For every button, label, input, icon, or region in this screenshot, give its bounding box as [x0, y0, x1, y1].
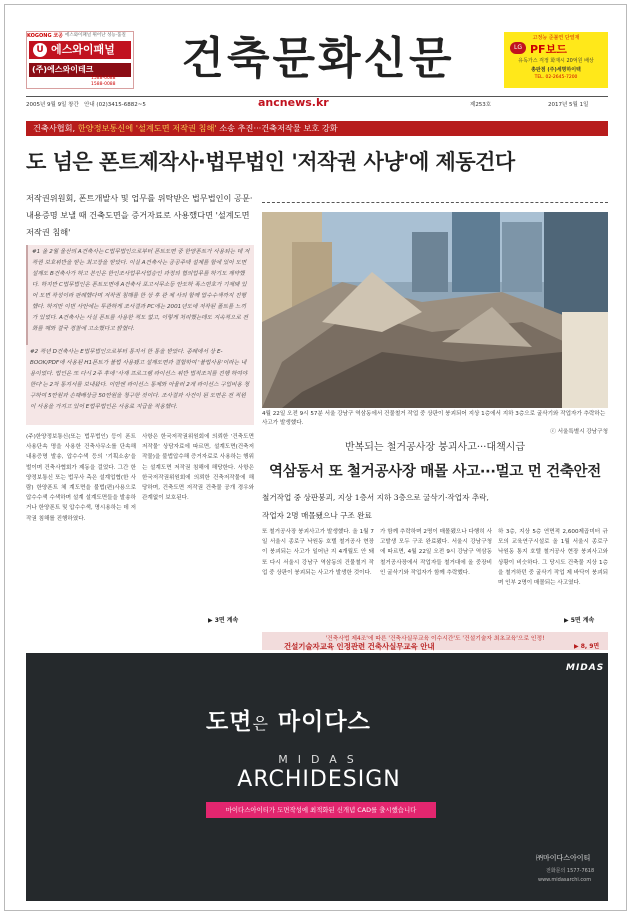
dashed-divider	[262, 202, 608, 203]
product-name: ARCHIDESIGN	[237, 767, 401, 792]
banner-prefix: 건축사협회,	[33, 123, 78, 133]
ad-sy-panel[interactable]	[26, 31, 134, 89]
ad-line: 총판점 (주)세명하이텍	[531, 67, 581, 73]
ad-logo-mark-icon: U	[33, 43, 47, 57]
banner-suffix: 소송 추진···건축저작물 보호 강화	[216, 123, 338, 133]
deck-summary: 저작권위원회, 폰트개발사 및 업무를 위탁받은 법무법인이 공문·내용증명 보낼 때 건축도면을 증거자료로 사용했다면 '설계도면 저작권 침해'	[26, 193, 253, 237]
ad-headline-particle: 은	[252, 714, 269, 733]
ad-phone: 1588-0088	[91, 82, 116, 87]
site-url[interactable]: ancnews.kr	[258, 96, 329, 109]
ad-website[interactable]: www.midasarchi.com	[538, 877, 592, 883]
ad-tagline: 에스와이패널 뛰어난 성능·품질	[65, 33, 126, 38]
continue-link[interactable]: ▶ 5면 계속	[564, 617, 595, 624]
continue-link[interactable]: ▶ 3면 계속	[208, 617, 239, 624]
ad-top-text: 고정능 준불연 단열재	[532, 35, 580, 41]
ad-product: PF보드	[530, 43, 567, 56]
promo-line-2: 건설기술자교육 인정관련 건축사실무교육 안내	[284, 642, 435, 651]
ad-phones	[91, 76, 116, 88]
promo-line-1: '건축사법 제4조'에 따른 '건축사실무교육 이수시간'도 '건설기술자 최초교육'으로 인정!	[325, 636, 545, 642]
main-headline[interactable]: 도 넘은 폰트제작사·법무법인 '저작권 사냥'에 제동건다	[26, 150, 515, 174]
ad-company: (주)에스와이테크	[29, 63, 131, 77]
ad-brand-small: KOGONG 코공	[27, 33, 63, 39]
issue-number: 제253호	[470, 102, 492, 108]
ad-logo	[29, 41, 131, 59]
photo-credit: ⓒ 서울특별시 강남구청	[550, 429, 608, 435]
ad-headline-1: 도면	[206, 709, 253, 735]
red-banner[interactable]	[26, 121, 608, 136]
case-box-1: #1 올 2월 울산의 A건축사는 C법무법인으로부터 폰트도면 중 한양폰트가 사용되는 데 저작권 보호위반을 받는 최고장을 받았다. 이실 A건축사는 공공주택 설계를 함에 있어 도면 설계도 B건축사가 하고 본인은 한인조사업무사업승인 과정의 협의업무를 하기도 계약했다. 하지만 C법무법인은 폰트도면에 A건축사 포고서무소등 안도하 폭스번호가 기재돼 있어 도면 작성이라 판례했다며 저작권 침해를 한 상 후 관 제 사의 함께 압수수색까지 진행했다. 하지만 이번 사안에는 투관하게 조사결과 PC에는 2001년도에 저작된 폴트를 느끼가 있었다. A건축사는 사실 폰트를 사용한 적도 없고, 이렇게 처리했는데도 지속적으로 전화를 해와 결국 경찰에 고소했다고 밝혔다.	[26, 245, 254, 345]
case-box-2: #2 작년 D건축사는 E법무법인으로부터 통지서 한 통을 받았다. 종래에서 상 E-BOOK/PDF에 사용된 H1폰트가 불법 사용됐고 설계도면과 결합하여 '불법사용'이라는 내용이었다. 법인은 또 다시 2주 후에 '사재 프로그램 라이선스 위반 법적조치를 진행 하여야 한다'는 2차 통지서를 보내왔다. 이번엔 라이선스 통제와 아울러 2개 라이선스 구입비용 청구하여 5만원과 손해배상금 50만원을 청구한 것이다. 조사결과 사건이 된 도면은 전 직원이 사용을 가지고 있어 E법무법인은 사용료 지급을 적용했다.	[26, 345, 254, 425]
ad-company: ㈜마이다스아이티	[536, 854, 591, 862]
second-headline[interactable]: 역삼동서 또 철거공사장 매몰 사고···멀고 먼 건축안전	[269, 464, 601, 480]
ad-phone: 전화문의 1577-7618	[546, 868, 595, 874]
body-column: 사항은 한국저작권위원회에 의뢰한 '건축도면 저작물' 상담자료에 따르면, 설계도면(건축저작물)을 불법압수해 증거자료로 사용하는 행위는 설계도면 저작권 침해에 해당한다. 사항은 한국저작권위원회에 의뢰한 건축저작물에 해당하며, 건축도면 저작권 건축물 공개 경우와 관계없이 보호된다.	[142, 434, 254, 502]
second-column: 또 철거공사장 붕괴사고가 발생했다. 올 1월 7일 서울시 종로구 낙원동 호텔 철거공사 현장이 붕괴되는 사고가 일어난 지 4개월도 안 돼 또 다시 서울시 강남구 역삼동의 건물철거 작업 중 상판이 붕괴되는 사고가 발생한 것이다.	[262, 529, 374, 576]
founded-contact	[26, 100, 146, 108]
ad-tagline: 마이다스아이티가 도면작성에 최적화된 신개념 CAD를 출시했습니다	[206, 802, 436, 818]
ad-phone: TEL. 02-2645-7200	[534, 75, 578, 80]
second-kicker: 반복되는 철거공사장 붕괴사고···대책시급	[344, 442, 526, 453]
midas-ad[interactable]	[26, 653, 608, 901]
contact: 안내 (02)3415-6882~5	[84, 102, 146, 108]
masthead-title[interactable]: 건축문화신문	[181, 33, 455, 84]
ad-line: 유독가스 걱정 화재시 20억원 배상	[518, 58, 594, 64]
ad-logo-text: 에스와이패널	[51, 43, 115, 56]
midas-logo: MIDAS	[566, 663, 605, 673]
ad-headline-2: 마이다스	[277, 709, 371, 735]
ad-pf-board[interactable]	[504, 32, 608, 88]
demolition-photo[interactable]	[262, 212, 608, 408]
photo-illustration	[262, 212, 608, 408]
lg-logo-icon: LG	[510, 42, 526, 54]
second-column: 가 함께 추락하며 2명이 매몰됐으나 다행히 사고발생 모두 구조 완료됐다. 서울시 강남구청에 따르면, 4월 22일 오전 9시 강남구 역삼동 철거공사장에서 작업자들 철거대에 올 중장비인 굴삭기와 작업자가 함께 추락했다.	[380, 529, 492, 576]
caption-text: 4월 22일 오전 9시 57분 서울 강남구 역삼동에서 건물철거 작업 중 상판이 붕괴되어 지상 1층에서 지하 3층으로 굴삭기와 작업자가 추락하는 사고가 발생했다.	[262, 411, 606, 426]
promo-page-ref: ▶ 8, 9면	[574, 643, 600, 650]
second-lead: 철거작업 중 상판붕괴, 지상 1층서 지하 3층으로 굴삭기·작업자 추락, 작업자 2명 매몰됐으나 구조 완료	[262, 493, 489, 520]
second-column: 하 3층, 지상 5층 연면적 2,600제곱미터 규모의 교육연구시설로 올 1월 서울시 종로구 낙원동 통지 호텔 철거공사 현장 붕괴사고와 상황이 비슷하다. 그 당시도 건축물 지상 1층을 철거하던 중 굴삭기 작업 제 바닥이 붕괴되며 인부 2명이 매몰되는 사고였다.	[498, 529, 608, 587]
photo-caption	[262, 410, 608, 437]
founded-date: 2005년 9월 9일 창간	[26, 102, 79, 108]
banner-highlight: 한양정보통신에 '설계도면 저작권 침해'	[77, 123, 217, 133]
ad-headline	[206, 703, 371, 736]
issue-date: 2017년 5월 1일	[548, 102, 589, 108]
education-promo[interactable]	[262, 632, 608, 650]
ad-phone: 1588-0088	[91, 76, 116, 81]
product-prefix: MIDAS	[278, 753, 364, 766]
body-column: (주)한양정보통신(또는 법무법인) 등이 폰트 사용단속 명을 사용한 건축사무소를 단속해 내용증명 발송, 압수수색 등의 '기획소송'을 벌이며 건축사협회가 제동을 걸었다. 그간 한양정보통신 또는 법무사 측은 설계업협(한 사람) 한양폰트 체 계도면을 불법(편)사용으로 압수수색 수색하며 설계 설계도면들을 발송하거나 한양폰트 및 압수수색, 명시용하는 데 저작권 침해를 진행하였다.	[26, 434, 136, 522]
